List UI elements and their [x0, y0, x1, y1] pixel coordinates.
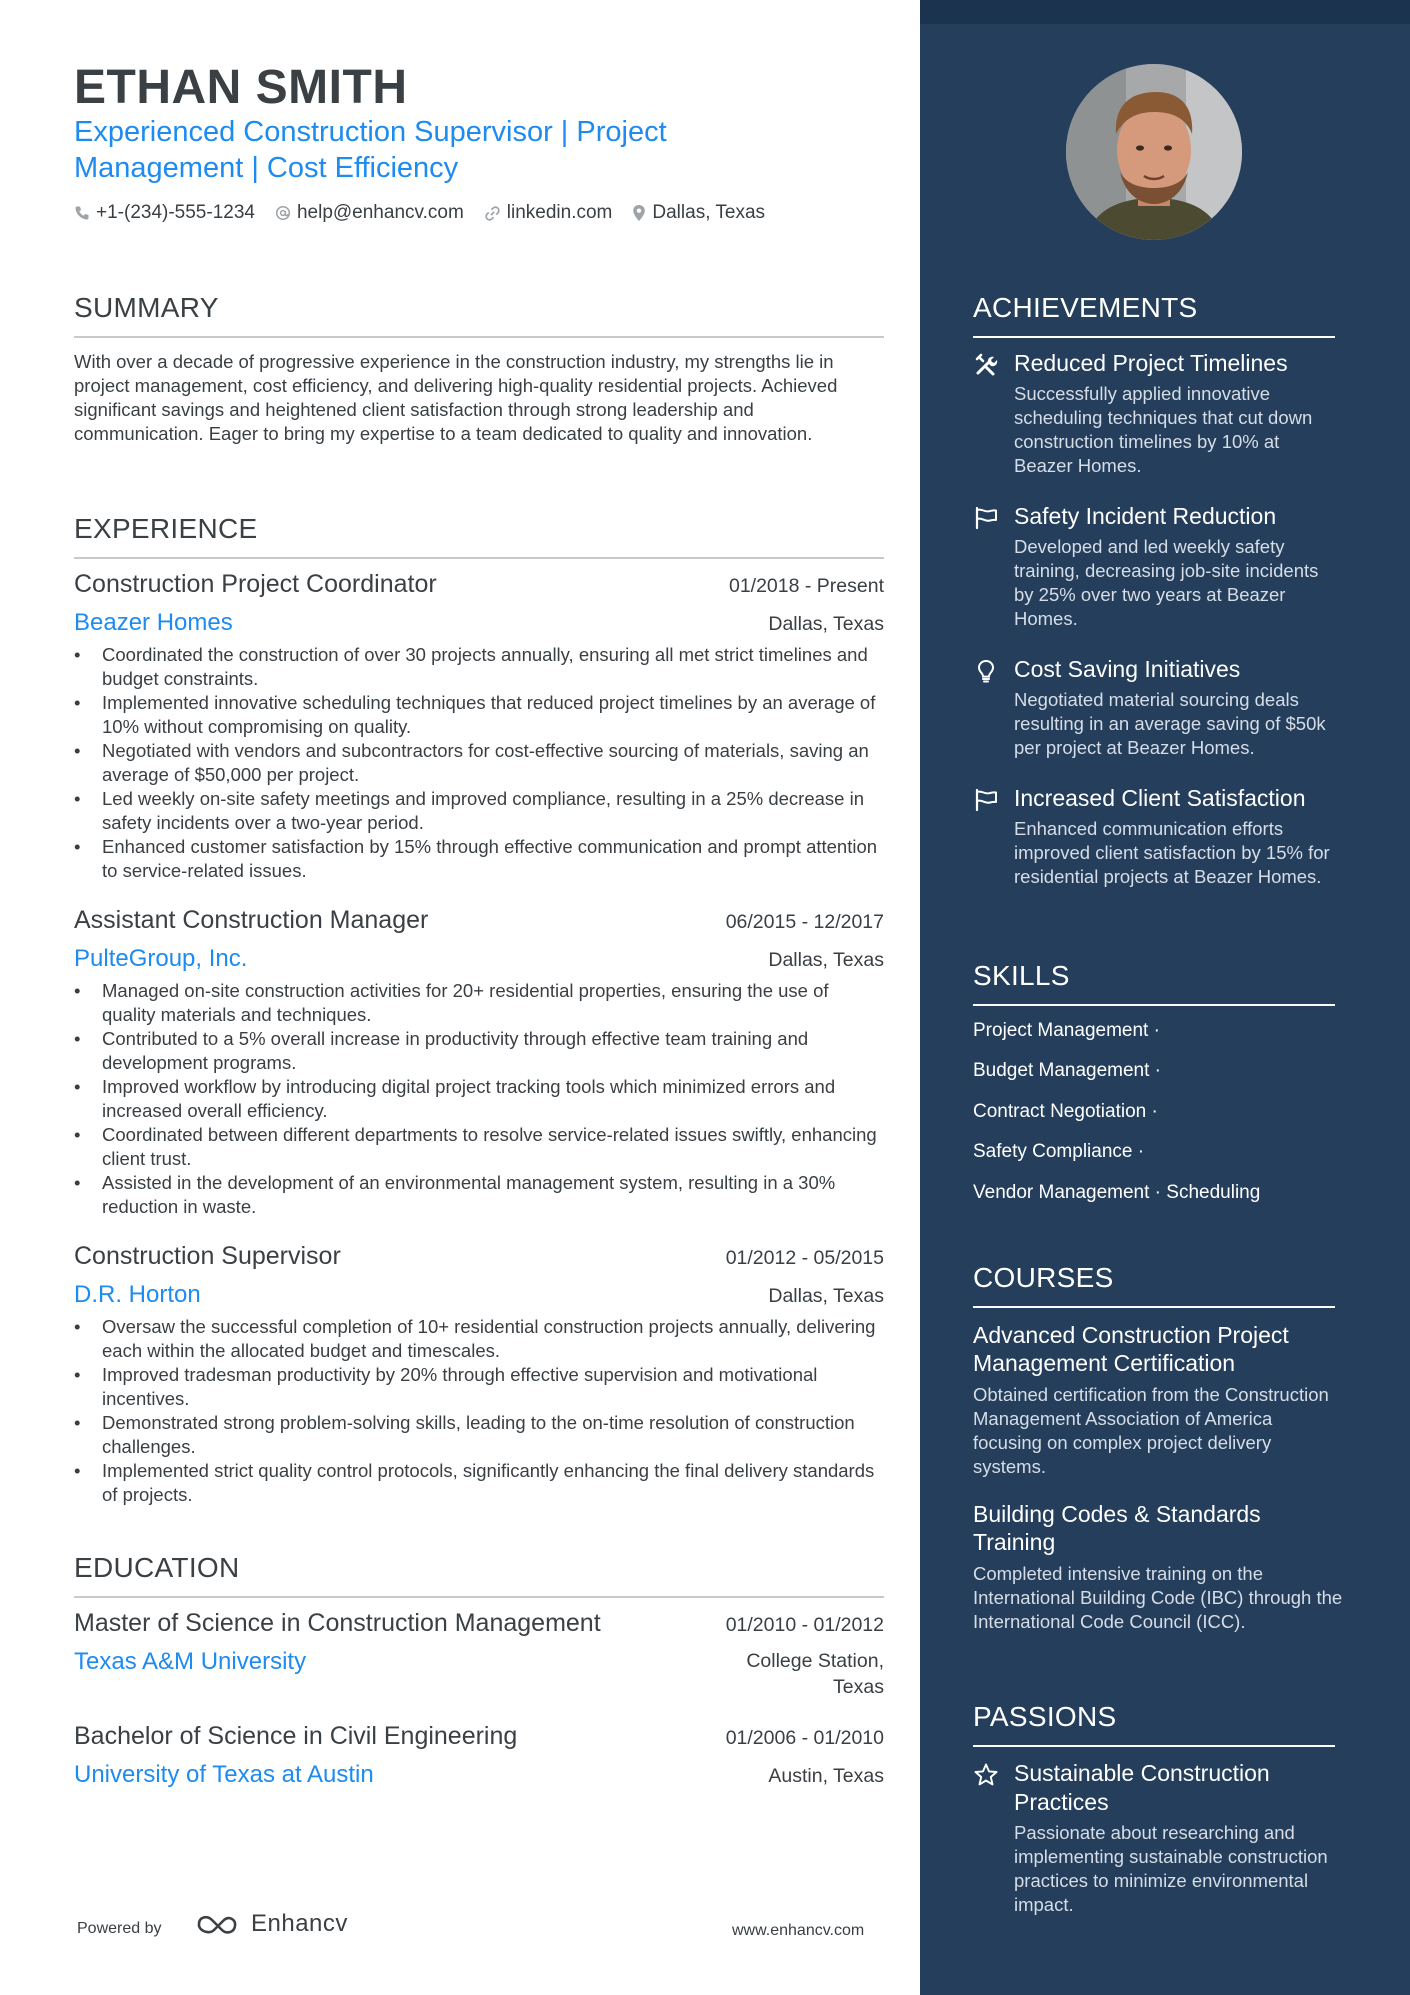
- headline-line-1: Experienced Construction Supervisor | Project: [74, 116, 667, 148]
- bullet-item: • Negotiated with vendors and subcontractors for cost-effective sourcing of materials, saving an average of $50,000 per project.: [74, 739, 884, 787]
- job-dates: 06/2015 - 12/2017: [725, 911, 884, 933]
- achievement-item: [973, 502, 1343, 631]
- company-name[interactable]: D.R. Horton: [74, 1281, 201, 1308]
- contact-email[interactable]: [275, 202, 464, 224]
- job-bullets: [74, 643, 884, 883]
- course-title: Advanced Construction Project Management Certification: [973, 1322, 1289, 1376]
- achievement-title: Increased Client Satisfaction: [1014, 785, 1306, 811]
- courses-heading: COURSES: [973, 1262, 1335, 1308]
- achievement-title: Reduced Project Timelines: [1014, 350, 1288, 376]
- degree-title: Bachelor of Science in Civil Engineering: [74, 1722, 518, 1750]
- at-icon: [275, 205, 291, 221]
- course-item: [973, 1500, 1343, 1634]
- job-location: Dallas, Texas: [768, 613, 884, 635]
- location-pin-icon: [632, 204, 646, 222]
- education-entry: [74, 1609, 884, 1700]
- education-dates: 01/2010 - 01/2012: [725, 1614, 884, 1636]
- job-entry: [74, 570, 884, 883]
- bullet-item: • Implemented strict quality control protocols, significantly enhancing the final delivery standards of projects.: [74, 1459, 884, 1507]
- contact-phone[interactable]: [74, 202, 255, 224]
- achievement-description: Developed and led weekly safety training, decreasing job-site incidents by 25% over two years at Beazer Homes.: [1014, 536, 1319, 629]
- email-text: help@enhancv.com: [296, 202, 464, 223]
- phone-icon: [74, 205, 90, 221]
- job-location: Dallas, Texas: [768, 949, 884, 971]
- linkedin-text: linkedin.com: [506, 202, 613, 223]
- enhancv-logo[interactable]: [195, 1910, 348, 1938]
- bullet-item: • Demonstrated strong problem-solving skills, leading to the on-time resolution of construction challenges.: [74, 1411, 884, 1459]
- bullet-item: • Oversaw the successful completion of 10+ residential construction projects annually, delivering each within the allocated budget and timescales.: [74, 1315, 884, 1363]
- link-icon: [484, 205, 501, 222]
- achievement-description: Negotiated material sourcing deals resulting in an average saving of $50k per project at Beazer Homes.: [1014, 689, 1326, 758]
- skill-item: Contract Negotiation ·: [973, 1101, 1158, 1122]
- profile-photo: [1066, 64, 1242, 240]
- bullet-item: • Led weekly on-site safety meetings and improved compliance, resulting in a 25% decrease in safety incidents over a two-year period.: [74, 787, 884, 835]
- enhancv-logo-icon: [195, 1911, 241, 1937]
- course-item: [973, 1321, 1343, 1479]
- skill-item: Project Management ·: [973, 1020, 1160, 1041]
- location-text: Dallas, Texas: [652, 202, 766, 223]
- job-bullets: [74, 1315, 884, 1507]
- education-entry: [74, 1722, 884, 1789]
- course-title: Building Codes & Standards Training: [973, 1501, 1261, 1555]
- education-location-line-1: College Station,: [746, 1650, 884, 1672]
- experience-heading: EXPERIENCE: [74, 513, 884, 559]
- skills-heading: SKILLS: [973, 960, 1335, 1006]
- achievement-item: [973, 784, 1343, 889]
- summary-text: With over a decade of progressive experience in the construction industry, my strengths lie in project management, cost efficiency, and delivering high-quality residential projects. Achieved significant savings and heightened client satisfaction through strong leadership and communication. Eager to bring my expertise to a team dedicated to quality and innovation.: [74, 351, 838, 444]
- education-heading: EDUCATION: [74, 1552, 884, 1598]
- flag-icon: [973, 505, 999, 531]
- skill-item: Budget Management ·: [973, 1060, 1162, 1081]
- bullet-item: • Implemented innovative scheduling techniques that reduced project timelines by an average of 10% without compromising on quality.: [74, 691, 884, 739]
- bullet-item: • Coordinated between different departments to resolve service-related issues swiftly, enhancing client trust.: [74, 1123, 884, 1171]
- bullet-item: • Assisted in the development of an environmental management system, resulting in a 30% reduction in waste.: [74, 1171, 884, 1219]
- contact-linkedin[interactable]: [484, 202, 613, 224]
- job-title: Assistant Construction Manager: [74, 906, 429, 934]
- footer-url[interactable]: www.enhancv.com: [732, 1922, 865, 1939]
- passion-description: Passionate about researching and implementing sustainable construction practices to minimize environmental impact.: [1014, 1822, 1328, 1915]
- job-title: Construction Project Coordinator: [74, 570, 437, 598]
- phone-text: +1-(234)-555-1234: [96, 202, 255, 223]
- job-dates: 01/2018 - Present: [728, 575, 884, 597]
- passion-item: [973, 1759, 1343, 1917]
- summary-heading: SUMMARY: [74, 292, 884, 338]
- passion-title: Sustainable Construction Practices: [1014, 1760, 1270, 1815]
- candidate-name: ETHAN SMITH: [74, 61, 408, 114]
- lightbulb-icon: [973, 658, 999, 684]
- star-icon: [973, 1762, 999, 1788]
- achievement-description: Enhanced communication efforts improved client satisfaction by 15% for residential projects at Beazer Homes.: [1014, 818, 1330, 887]
- education-location: [746, 1648, 884, 1700]
- school-name[interactable]: Texas A&M University: [74, 1648, 307, 1675]
- job-location: Dallas, Texas: [768, 1285, 884, 1307]
- education-location-line-2: Texas: [833, 1676, 884, 1698]
- skill-item: Vendor Management · Scheduling: [973, 1182, 1261, 1203]
- contact-location: [632, 202, 765, 224]
- job-dates: 01/2012 - 05/2015: [725, 1247, 884, 1269]
- achievement-item: [973, 349, 1343, 478]
- achievements-heading: ACHIEVEMENTS: [973, 292, 1335, 338]
- job-bullets: [74, 979, 884, 1219]
- passions-heading: PASSIONS: [973, 1701, 1335, 1747]
- avatar: [1066, 64, 1242, 240]
- tools-icon: [973, 352, 999, 378]
- company-name[interactable]: PulteGroup, Inc.: [74, 945, 248, 972]
- achievement-title: Safety Incident Reduction: [1014, 503, 1277, 529]
- bullet-item: • Enhanced customer satisfaction by 15% through effective communication and prompt attention to service-related issues.: [74, 835, 884, 883]
- enhancv-brand: Enhancv: [251, 1910, 348, 1937]
- sidebar-top-bar: [920, 0, 1410, 24]
- headline: [74, 114, 774, 186]
- job-entry: [74, 1242, 884, 1507]
- flag-icon: [973, 787, 999, 813]
- bullet-item: • Managed on-site construction activities for 20+ residential properties, ensuring the use of quality materials and techniques.: [74, 979, 884, 1027]
- skill-item: Safety Compliance ·: [973, 1141, 1145, 1162]
- job-title: Construction Supervisor: [74, 1242, 341, 1270]
- achievement-title: Cost Saving Initiatives: [1014, 656, 1241, 682]
- headline-line-2: Management | Cost Efficiency: [74, 152, 459, 184]
- bullet-item: • Improved workflow by introducing digital project tracking tools which minimized errors and increased overall efficiency.: [74, 1075, 884, 1123]
- contact-bar: [74, 202, 785, 224]
- degree-title: Master of Science in Construction Management: [74, 1609, 601, 1637]
- bullet-item: • Contributed to a 5% overall increase in productivity through effective team training and development programs.: [74, 1027, 884, 1075]
- company-name[interactable]: Beazer Homes: [74, 609, 233, 636]
- school-name[interactable]: University of Texas at Austin: [74, 1761, 374, 1788]
- bullet-item: • Coordinated the construction of over 30 projects annually, ensuring all met strict timelines and budget constraints.: [74, 643, 884, 691]
- achievement-description: Successfully applied innovative scheduling techniques that cut down construction timelines by 10% at Beazer Homes.: [1014, 383, 1313, 476]
- job-entry: [74, 906, 884, 1219]
- course-description: Completed intensive training on the International Building Code (IBC) through the International Code Council (ICC).: [973, 1563, 1343, 1632]
- course-description: Obtained certification from the Construction Management Association of America focusing on complex project delivery systems.: [973, 1384, 1329, 1477]
- achievement-item: [973, 655, 1343, 760]
- sidebar: [920, 0, 1410, 1995]
- education-location: Austin, Texas: [768, 1765, 884, 1787]
- education-dates: 01/2006 - 01/2010: [725, 1727, 884, 1749]
- powered-by-label: Powered by: [77, 1920, 162, 1937]
- bullet-item: • Improved tradesman productivity by 20% through effective supervision and motivational incentives.: [74, 1363, 884, 1411]
